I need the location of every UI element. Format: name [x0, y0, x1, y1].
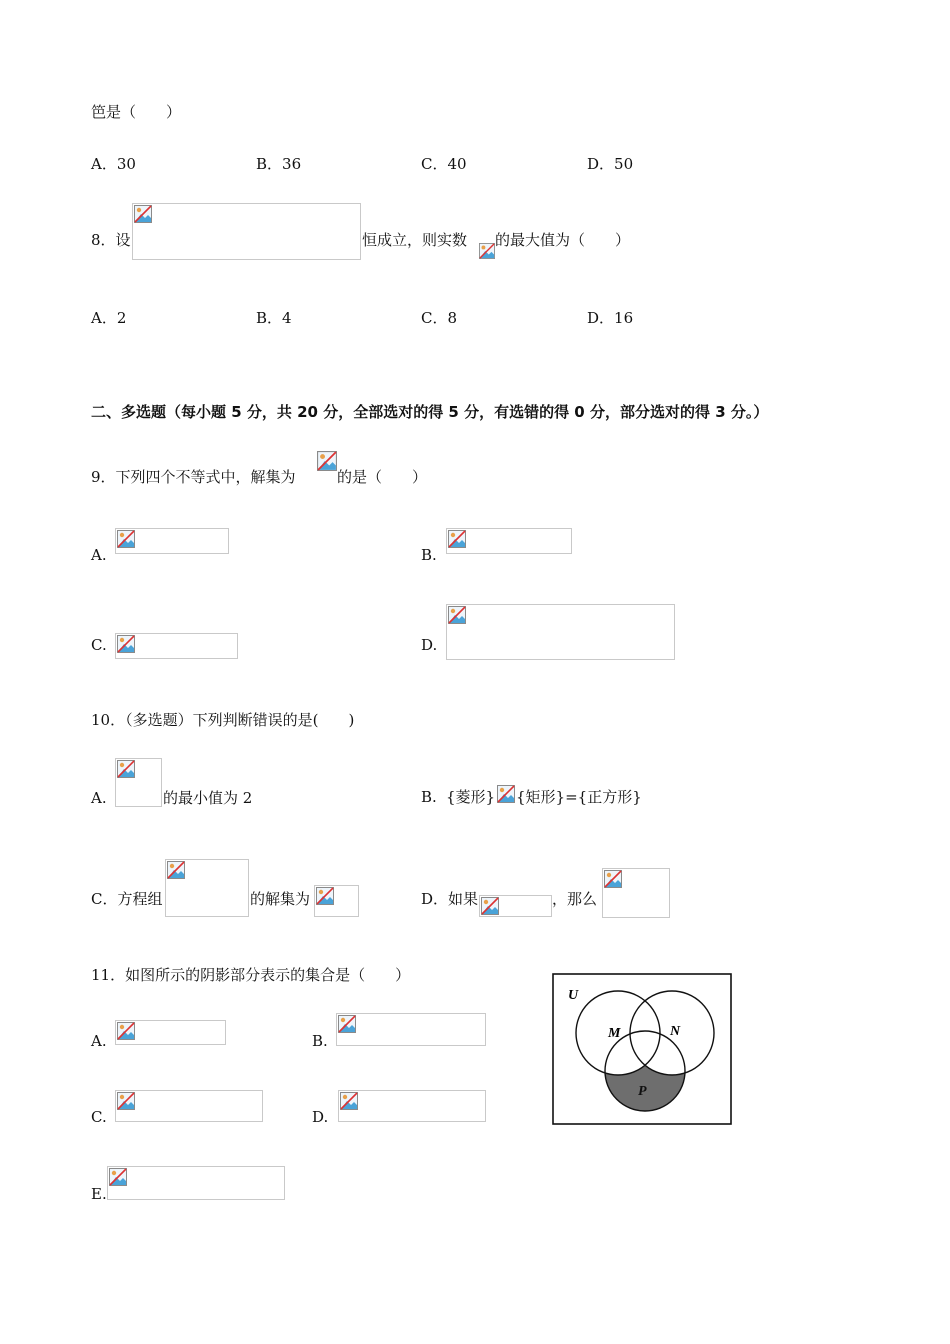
q10-option-b-left: {菱形} — [446, 788, 496, 806]
q8-option-b: B．4 — [256, 309, 292, 327]
broken-image-icon — [317, 451, 337, 471]
q10-option-c-mid: 的解集为 — [250, 890, 311, 908]
q10-option-d-condition-image — [479, 895, 552, 917]
q11-option-d-label: D. — [312, 1108, 329, 1126]
q10-option-b-label: B. — [421, 788, 437, 806]
q8-formula-image — [132, 203, 361, 260]
broken-image-icon — [338, 1015, 356, 1033]
q10-option-d-prefix: D．如果 — [421, 890, 479, 908]
q7-option-b: B．36 — [256, 155, 302, 173]
broken-image-icon — [604, 870, 622, 888]
broken-image-icon — [481, 897, 499, 915]
q9-option-b-image — [446, 528, 572, 554]
q11-option-c-label: C. — [91, 1108, 107, 1126]
q10-option-a-image — [115, 758, 162, 807]
broken-image-icon — [479, 242, 495, 260]
broken-image-icon — [117, 530, 135, 548]
broken-image-icon — [340, 1092, 358, 1110]
section-heading: 二、多选题（每小题 5 分，共 20 分，全部选对的得 5 分，有选错的得 0 分，部分选对的得 3 分。） — [91, 403, 769, 421]
q10-option-a-text: 的最小值为 2 — [163, 789, 253, 807]
q10-option-a-label: A. — [91, 789, 107, 807]
q10-option-c-prefix: C．方程组 — [91, 890, 163, 908]
broken-image-icon — [167, 861, 185, 879]
q10-option-c-system-image — [165, 859, 249, 917]
label-p: P — [638, 1084, 647, 1099]
broken-image-icon — [117, 1022, 135, 1040]
q7-option-d: D．50 — [587, 155, 634, 173]
q8-option-c: C．8 — [421, 309, 458, 327]
label-n: N — [670, 1024, 681, 1039]
q9-option-d-image — [446, 604, 675, 660]
broken-image-icon — [448, 530, 466, 548]
label-u: U — [568, 988, 579, 1003]
q9-stem-suffix: 的是（ ） — [337, 468, 428, 486]
q9-option-b-label: B. — [421, 546, 437, 564]
q9-stem-prefix: 9．下列四个不等式中，解集为 — [91, 468, 296, 486]
q10-option-c-solution-image — [314, 885, 359, 917]
q8-mid: 恒成立，则实数 — [362, 231, 468, 249]
q11-option-b-label: B. — [312, 1032, 328, 1050]
broken-image-icon — [117, 635, 135, 653]
venn-diagram — [552, 973, 732, 1125]
q8-suffix: 的最大值为（ ） — [495, 231, 631, 249]
q8-variable-image — [479, 242, 495, 260]
broken-image-icon — [117, 760, 135, 778]
q11-option-a-label: A. — [91, 1032, 107, 1050]
broken-image-icon — [134, 205, 152, 223]
q11-option-e-image — [107, 1166, 285, 1200]
broken-image-icon — [316, 887, 334, 905]
q11-option-b-image — [336, 1013, 486, 1046]
q9-option-a-image — [115, 528, 229, 554]
q8-prefix: 8．设 — [91, 231, 131, 249]
label-m: M — [608, 1026, 621, 1041]
q11-option-e-label: E. — [91, 1185, 107, 1203]
q10-option-b-operator-image — [497, 784, 516, 806]
q8-option-d: D．16 — [587, 309, 634, 327]
broken-image-icon — [117, 1092, 135, 1110]
q7-option-c: C．40 — [421, 155, 467, 173]
q9-set-image — [317, 451, 337, 473]
q11-option-a-image — [115, 1020, 226, 1045]
q11-stem: 11．如图所示的阴影部分表示的集合是（ ） — [91, 966, 411, 984]
broken-image-icon — [109, 1168, 127, 1186]
q8-option-a: A．2 — [91, 309, 127, 327]
q7-option-a: A．30 — [91, 155, 136, 173]
q10-option-d-result-image — [602, 868, 670, 918]
q9-option-a-label: A. — [91, 546, 107, 564]
q9-option-c-label: C. — [91, 636, 107, 654]
broken-image-icon — [497, 784, 515, 804]
q9-option-c-image — [115, 633, 238, 659]
q11-option-d-image — [338, 1090, 486, 1122]
q7-stem-tail: 笆是（ ） — [91, 103, 182, 121]
q10-stem: 10．（多选题）下列判断错误的是( ) — [91, 711, 355, 729]
q11-option-c-image — [115, 1090, 263, 1122]
q10-option-b-right: {矩形}={正方形} — [516, 788, 642, 806]
q10-option-d-mid: ，那么 — [552, 890, 598, 908]
broken-image-icon — [448, 606, 466, 624]
q9-option-d-label: D. — [421, 636, 438, 654]
